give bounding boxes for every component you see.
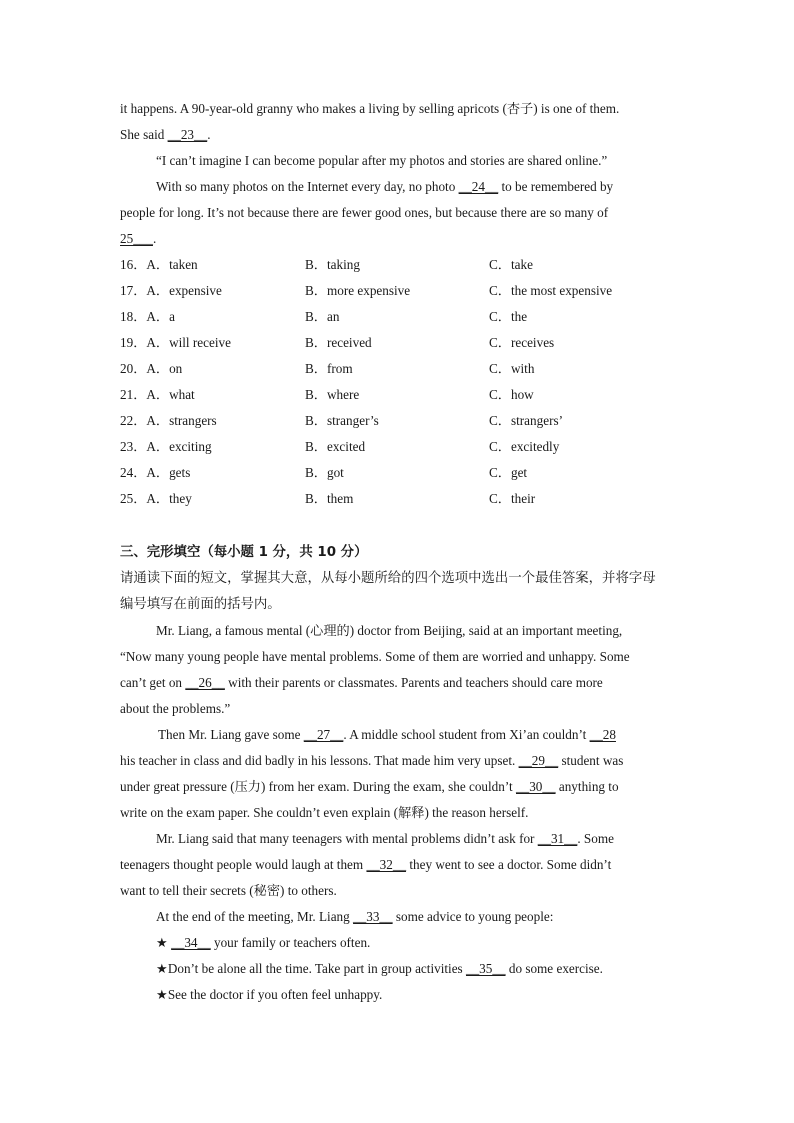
option-row (120, 460, 675, 486)
passage-line (120, 956, 675, 982)
blank-27: __27__ (303, 727, 344, 742)
option-a: 23．A．exciting (120, 439, 212, 454)
passage-line (120, 174, 675, 200)
blank-33: __33__ (353, 909, 393, 924)
option-a: 18．A．a (120, 309, 175, 324)
blank-24: __24__ (458, 179, 499, 194)
option-a: 19．A．will receive (120, 335, 231, 350)
blank-28: __28 (589, 727, 616, 742)
passage-line (120, 122, 675, 148)
option-a: 21．A．what (120, 387, 195, 402)
instruction-line: 请通读下面的短文，掌握其大意，从每小题所给的四个选项中选出一个最佳答案，并将字母 (120, 571, 656, 586)
option-b: B．them (305, 491, 354, 506)
passage-line (120, 226, 675, 252)
section-spacer (120, 512, 675, 540)
option-a: 22．A．strangers (120, 413, 217, 428)
star-icon: ★ (156, 935, 172, 950)
option-b: B．more expensive (305, 283, 411, 298)
blank-34: __34__ (171, 935, 211, 950)
blank-23: __23__ (167, 127, 208, 142)
blank-29: __29__ (518, 753, 559, 768)
passage-line: people for long. It’s not because there are fewer good ones, but because there are so many of (120, 205, 609, 220)
option-b: B．stranger’s (305, 413, 379, 428)
text: She said (120, 127, 168, 142)
option-b: B．taking (305, 257, 360, 272)
text: some advice to young people: (392, 909, 554, 924)
option-b: B．received (305, 335, 372, 350)
option-a: 25．A．they (120, 491, 192, 506)
passage-line (120, 722, 675, 748)
option-b: B．where (305, 387, 360, 402)
option-b: B．excited (305, 439, 366, 454)
option-row (120, 382, 675, 408)
text: student was (558, 753, 624, 768)
option-row (120, 408, 675, 434)
options-list (120, 252, 675, 512)
option-c: C．the (489, 309, 528, 324)
option-row (120, 330, 675, 356)
passage-line: Mr. Liang, a famous mental (心理的) doctor from Beijing, said at an important meeting, (156, 623, 623, 638)
passage-line (120, 774, 675, 800)
passage-line (120, 670, 675, 696)
text: At the end of the meeting, Mr. Liang (156, 909, 354, 924)
text: Mr. Liang said that many teenagers with mental problems didn’t ask for (156, 831, 538, 846)
text: . Some (577, 831, 614, 846)
option-row (120, 304, 675, 330)
text: with their parents or classmates. Parents and teachers should care more (224, 675, 603, 690)
option-a: 24．A．gets (120, 465, 191, 480)
text: to be remembered by (498, 179, 614, 194)
text: Then Mr. Liang gave some (158, 727, 304, 742)
blank-35: __35__ (465, 961, 506, 976)
blank-32: __32__ (366, 857, 407, 872)
passage-line (120, 930, 675, 956)
text: . (152, 231, 157, 246)
option-b: B．an (305, 309, 340, 324)
passage-line (120, 904, 675, 930)
text: his teacher in class and did badly in his lessons. That made him very upset. (120, 753, 519, 768)
blank-25: 25___ (120, 231, 153, 246)
text: . (207, 127, 211, 142)
blank-30: __30__ (516, 779, 556, 794)
option-c: C．get (489, 465, 528, 480)
option-row (120, 252, 675, 278)
document-page (120, 96, 675, 1008)
passage-line: “I can’t imagine I can become popular after my photos and stories are shared online.” (156, 153, 608, 168)
text: . A middle school student from Xi’an couldn’t (343, 727, 590, 742)
option-c: C．with (489, 361, 535, 376)
option-c: C．strangers’ (489, 413, 563, 428)
text: anything to (555, 779, 619, 794)
passage-line: it happens. A 90-year-old granny who makes a living by selling apricots (杏子) is one of them. (120, 101, 620, 116)
passage-line: write on the exam paper. She couldn’t even explain (解释) the reason herself. (120, 805, 529, 820)
option-a: 16．A．taken (120, 257, 198, 272)
option-c: C．their (489, 491, 536, 506)
passage-line (120, 748, 675, 774)
text: ★Don’t be alone all the time. Take part in group activities (156, 961, 466, 976)
option-b: B．got (305, 465, 344, 480)
option-row (120, 486, 675, 512)
option-row (120, 278, 675, 304)
passage-line: about the problems.” (120, 701, 231, 716)
option-row (120, 356, 675, 382)
passage-line: want to tell their secrets (秘密) to others. (120, 883, 337, 898)
text: teenagers thought people would laugh at them (120, 857, 367, 872)
passage-line (120, 826, 675, 852)
text: do some exercise. (505, 961, 603, 976)
passage-line (120, 852, 675, 878)
text: With so many photos on the Internet every day, no photo (156, 179, 459, 194)
text: your family or teachers often. (210, 935, 371, 950)
option-c: C．excitedly (489, 439, 560, 454)
option-c: C．take (489, 257, 533, 272)
section-heading: 三、完形填空（每小题 1 分，共 10 分） (120, 545, 368, 560)
option-c: C．how (489, 387, 534, 402)
blank-31: __31__ (537, 831, 578, 846)
text: they went to see a doctor. Some didn’t (406, 857, 612, 872)
option-c: C．the most expensive (489, 283, 613, 298)
option-c: C．receives (489, 335, 555, 350)
text: under great pressure (压力) from her exam. During the exam, she couldn’t (120, 779, 516, 794)
instruction-line: 编号填写在前面的括号内。 (120, 597, 281, 612)
option-a: 17．A．expensive (120, 283, 222, 298)
passage-line: ★See the doctor if you often feel unhappy. (156, 987, 383, 1002)
text: can’t get on (120, 675, 186, 690)
blank-26: __26__ (185, 675, 225, 690)
option-a: 20．A．on (120, 361, 183, 376)
option-b: B．from (305, 361, 353, 376)
option-row (120, 434, 675, 460)
passage-line: “Now many young people have mental problems. Some of them are worried and unhappy. Some (120, 649, 630, 664)
